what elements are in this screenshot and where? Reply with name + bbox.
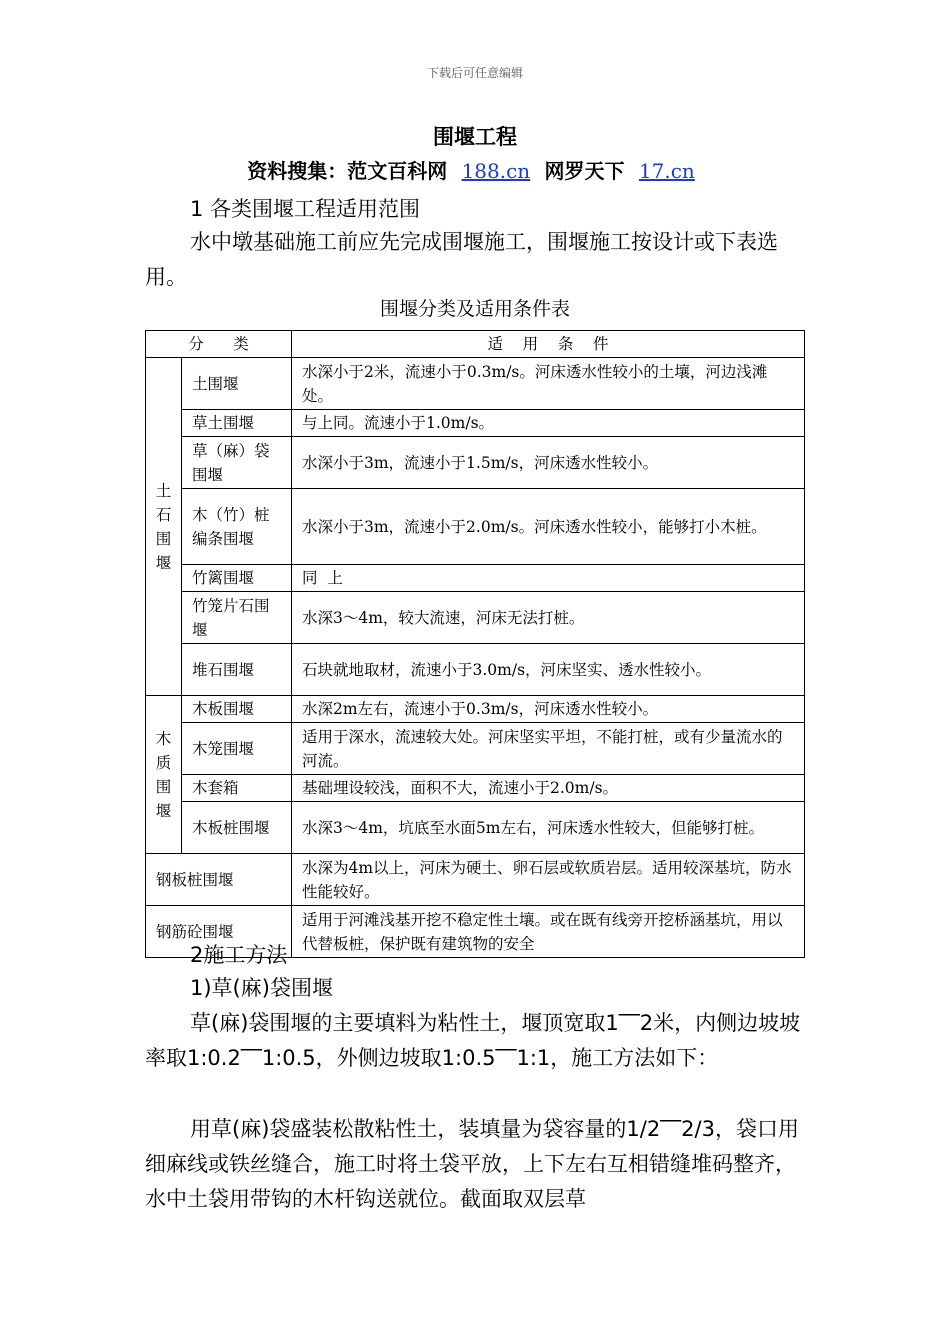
table-row [146, 592, 805, 644]
type-cell: 钢板桩围堰 [146, 854, 292, 906]
condition-cell: 水深为4m以上，河床为硬土、卵石层或软质岩层。适用较深基坑，防水性能较好。 [292, 854, 805, 906]
cofferdam-table [145, 330, 805, 958]
type-cell: 草土围堰 [182, 410, 292, 437]
table-row [146, 565, 805, 592]
type-cell: 木笼围堰 [182, 723, 292, 775]
table-row [146, 437, 805, 489]
condition-cell: 水深小于2米，流速小于0.3m/s。河床透水性较小的土壤，河边浅滩处。 [292, 358, 805, 410]
group-label-text: 木质围堰 [155, 729, 172, 820]
header-condition: 适 用 条 件 [292, 331, 805, 358]
condition-cell: 适用于河滩浅基开挖不稳定性土壤。或在既有线旁开挖桥涵基坑，用以代替板桩，保护既有建筑物的安全 [292, 906, 805, 958]
condition-cell: 水深2m左右，流速小于0.3m/s，河床透水性较小。 [292, 696, 805, 723]
source-label-2: 网罗天下 [544, 159, 625, 183]
type-cell: 土围堰 [182, 358, 292, 410]
type-cell: 木板桩围堰 [182, 802, 292, 854]
section2-heading: 2施工方法 [190, 943, 288, 967]
table-row [146, 489, 805, 565]
table-caption: 围堰分类及适用条件表 [379, 298, 570, 320]
condition-cell: 石块就地取材，流速小于3.0m/s，河床坚实、透水性较小。 [292, 644, 805, 696]
subsection1-heading: 1)草(麻)袋围堰 [190, 976, 333, 1000]
condition-cell: 适用于深水，流速较大处。河床坚实平坦，不能打桩，或有少量流水的河流。 [292, 723, 805, 775]
table-row [146, 775, 805, 802]
paragraph-2: 草(麻)袋围堰的主要填料为粘性土，堰顶宽取1‾‾2米，内侧边坡坡率取1:0.2‾‾1:0.5，外侧边坡取1:0.5‾‾1:1，施工方法如下： [145, 1011, 801, 1070]
condition-cell: 与上同。流速小于1.0m/s。 [292, 410, 805, 437]
type-cell: 钢筋砼围堰 [146, 906, 292, 958]
section1-heading: 1 各类围堰工程适用范围 [190, 197, 421, 221]
table-header-row [146, 331, 805, 358]
condition-cell: 水深小于3m，流速小于1.5m/s，河床透水性较小。 [292, 437, 805, 489]
type-cell: 竹笼片石围堰 [182, 592, 292, 644]
condition-cell: 水深小于3m，流速小于2.0m/s。河床透水性较小，能够打小木桩。 [292, 489, 805, 565]
type-cell: 草（麻）袋围堰 [182, 437, 292, 489]
type-cell: 木套箱 [182, 775, 292, 802]
table-row [146, 410, 805, 437]
condition-cell: 同 上 [292, 565, 805, 592]
table-row [146, 358, 805, 410]
header-note: 下载后可任意编辑 [426, 66, 523, 80]
group-label-text: 土石围堰 [155, 481, 172, 572]
table-row [146, 644, 805, 696]
type-cell: 堆石围堰 [182, 644, 292, 696]
type-cell: 木（竹）桩编条围堰 [182, 489, 292, 565]
intro-paragraph: 水中墩基础施工前应先完成围堰施工，围堰施工按设计或下表选用。 [145, 230, 778, 289]
table-row [146, 723, 805, 775]
header-category: 分 类 [146, 331, 292, 358]
condition-cell: 水深3～4m，较大流速，河床无法打桩。 [292, 592, 805, 644]
source-line [0, 155, 950, 184]
group-label-earth-rock [146, 358, 182, 696]
table-row [146, 696, 805, 723]
group-label-timber [146, 696, 182, 854]
source-label-1: 资料搜集：范文百科网 [247, 159, 448, 183]
paragraph-3: 用草(麻)袋盛装松散粘性土，装填量为袋容量的1/2‾‾2/3，袋口用细麻线或铁丝缝合，施工时将土袋平放，上下左右互相错缝堆码整齐，水中土袋用带钩的木杆钩送就位。截面取双层草 [145, 1117, 799, 1211]
table-row [146, 802, 805, 854]
type-cell: 木板围堰 [182, 696, 292, 723]
page-title: 围堰工程 [433, 125, 517, 149]
source-link-1[interactable]: 188.cn [461, 159, 531, 183]
condition-cell: 水深3～4m，坑底至水面5m左右，河床透水性较大，但能够打桩。 [292, 802, 805, 854]
type-cell: 竹篱围堰 [182, 565, 292, 592]
table-row [146, 854, 805, 906]
source-link-2[interactable]: 17.cn [638, 159, 695, 183]
condition-cell: 基础埋设较浅，面积不大，流速小于2.0m/s。 [292, 775, 805, 802]
